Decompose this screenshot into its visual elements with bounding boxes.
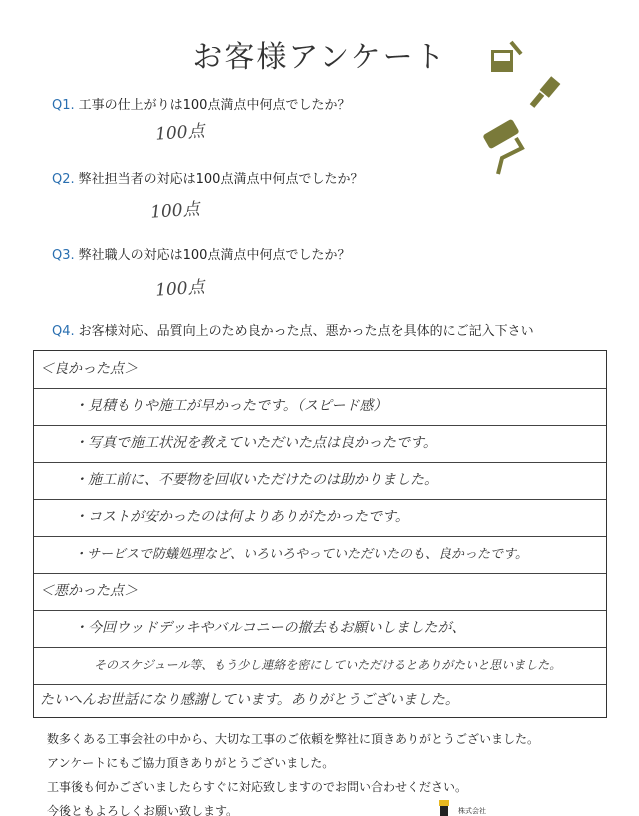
- comment-line: ・今回ウッドデッキやバルコニーの撤去もお願いしましたが、: [34, 610, 606, 648]
- comment-line: ・見積もりや施工が早かったです。（スピード感）: [34, 388, 606, 426]
- comment-line: たいへんお世話になり感謝しています。ありがとうございました。: [40, 692, 459, 708]
- comment-line: ・サービスで防蟻処理など、いろいろやっていただいたのも、良かったです。: [34, 536, 606, 574]
- footer-line: 今後ともよろしくお願い致します。: [47, 804, 239, 816]
- question-4: Q4. お客様対応、品質向上のため良かった点、悪かった点を具体的にご記入下さい: [52, 324, 534, 339]
- comment-line: ・コストが安かったのは何よりありがたかったです。: [34, 499, 606, 537]
- question-3: Q3. 弊社職人の対応は100点満点中何点でしたか？: [52, 248, 351, 263]
- footer-line: 工事後も何かございましたらすぐに対応致しますのでお問い合わせください。: [47, 780, 468, 794]
- answer-2: 100点: [149, 199, 201, 223]
- answer-1: 100点: [154, 121, 206, 145]
- paint-roller-icon: [478, 118, 528, 178]
- good-points-heading: ＜良かった点＞: [34, 351, 606, 389]
- company-label: 株式会社: [458, 807, 486, 815]
- mascot-logo-icon: [437, 800, 451, 816]
- comment-box: [33, 350, 607, 718]
- question-2: Q2. 弊社担当者の対応は100点満点中何点でしたか？: [52, 172, 364, 187]
- paint-brush-icon: [528, 70, 568, 110]
- answer-3: 100点: [154, 277, 206, 301]
- paint-bucket-icon: [485, 38, 525, 78]
- bad-points-heading: ＜悪かった点＞: [34, 573, 606, 611]
- comment-line: ・写真で施工状況を教えていただいた点は良かったです。: [34, 425, 606, 463]
- question-1: Q1. 工事の仕上がりは100点満点中何点でしたか？: [52, 98, 351, 113]
- comment-line: ・施工前に、不要物を回収いただけたのは助かりました。: [34, 462, 606, 500]
- footer-line: アンケートにもご協力頂きありがとうございました。: [47, 756, 335, 770]
- comment-line: そのスケジュール等、もう少し連絡を密にしていただけるとありがたいと思いました。: [34, 647, 606, 685]
- page-title: お客様アンケート: [192, 40, 447, 75]
- footer-line: 数多くある工事会社の中から、大切な工事のご依頼を弊社に頂きありがとうございました。: [47, 732, 540, 746]
